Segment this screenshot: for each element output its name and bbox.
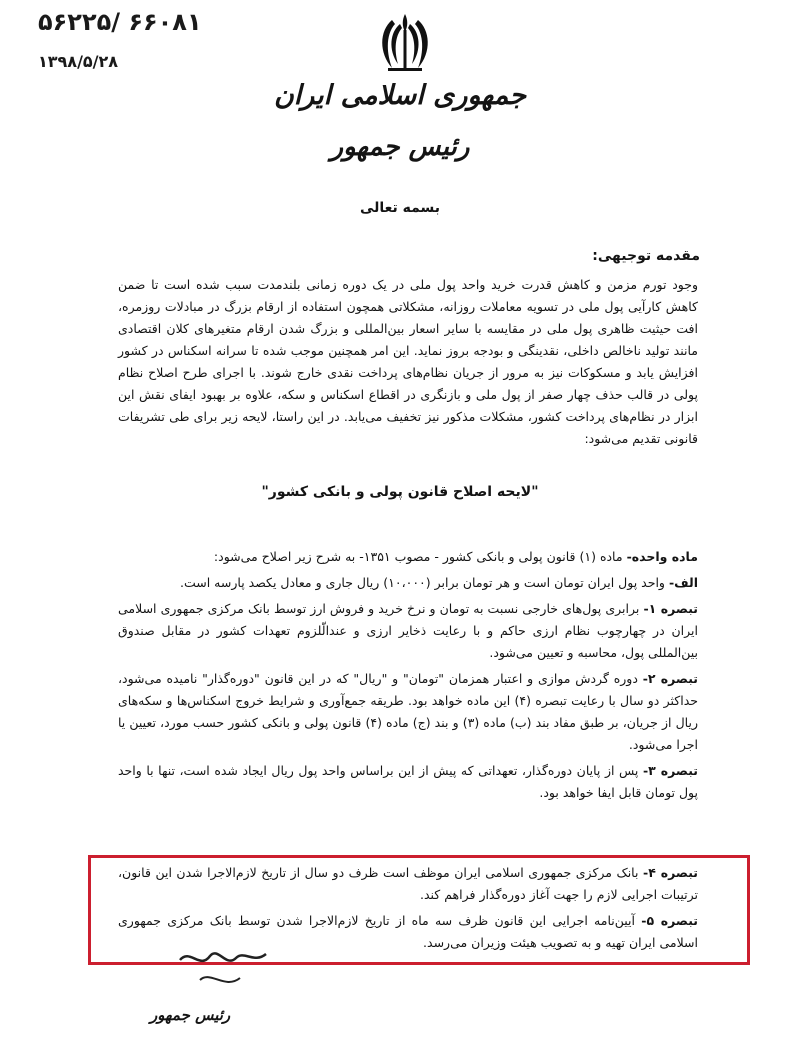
bill-sections bbox=[118, 546, 698, 808]
iran-emblem-icon bbox=[376, 10, 434, 76]
note-1 bbox=[118, 598, 698, 664]
note-4-text: بانک مرکزی جمهوری اسلامی ایران موظف است ظرف دو سال از تاریخ لازم‌الاجرا شدن این قانون، ترتیبات اجرایی لازم را جهت آغاز دوره‌گذار فراهم کند. bbox=[118, 865, 698, 902]
note-2-label: تبصره ۲- bbox=[642, 671, 698, 686]
intro-text: وجود تورم مزمن و کاهش قدرت خرید واحد پول ملی در یک دوره زمانی بلندمدت سبب شده است تا ضمن کاهش کارآیی پول ملی در تسویه معاملات روزانه، مشکلاتی همچون استفاده از ارقام بزرگ در مبادلات روزمره، افت حیثیت ظاهری پول ملی در مقایسه با سایر اسعار بین‌المللی و بزرگ شدن ارقام متغیرهای کلان اقتصادی مانند تولید ناخالص داخلی، نقدینگی و بودجه بروز نماید. این امر همچنین موجب شده تا سرانه اسکناس در کشور افزایش یابد و مسکوکات نیز به مرور از جریان نظام‌های پرداخت نقدی خارج شوند. با اجرای طرح اصلاح نظام پولی در قالب حذف چهار صفر از پول ملی و بازنگری در اقطاع اسکناس و سکه، علاوه بر بهبود ایفای نقش این ابزار در نظام‌های پرداخت کشور، مشکلات مذکور نیز تخفیف می‌یابد. در این راستا، لایحه زیر برای طی تشریفات قانونی تقدیم می‌شود: bbox=[118, 277, 698, 446]
intro-heading: مقدمه توجیهی: bbox=[592, 248, 700, 264]
note-4 bbox=[118, 862, 698, 906]
clause-a-label: الف- bbox=[668, 575, 698, 590]
single-article bbox=[118, 546, 698, 568]
signature-mark bbox=[170, 940, 280, 1000]
invocation-heading: بسمه تعالی bbox=[359, 200, 441, 216]
single-article-label: ماده واحده- bbox=[626, 549, 698, 564]
clause-a-text: واحد پول ایران تومان است و هر تومان برابر (۱۰،۰۰۰) ریال جاری و معادل یکصد پارسه است. bbox=[180, 575, 665, 590]
note-1-text: برابری پول‌های خارجی نسبت به تومان و نرخ خرید و فروش ارز توسط بانک مرکزی جمهوری اسلامی ایران در چهارچوب نظام ارزی حاکم و با رعایت ذخایر ارزی و عندالّلزوم تعهدات کشور در مقابل صندوق بین‌المللی پول، محاسبه و تعیین می‌شود. bbox=[118, 601, 698, 660]
note-5-label: تبصره ۵- bbox=[641, 913, 698, 928]
document-date: ۱۳۹۸/۵/۲۸ bbox=[38, 52, 119, 71]
note-3-label: تبصره ۳- bbox=[642, 763, 698, 778]
republic-title: جمهوری اسلامی ایران bbox=[273, 80, 527, 111]
intro-paragraph bbox=[118, 274, 698, 450]
signer-title: رئیس جمهور bbox=[150, 1006, 231, 1024]
note-3 bbox=[118, 760, 698, 804]
note-4-label: تبصره ۴- bbox=[642, 865, 698, 880]
clause-a bbox=[118, 572, 698, 594]
bill-title: "لایحه اصلاح قانون پولی و بانکی کشور" bbox=[261, 484, 539, 500]
office-title: رئیس جمهور bbox=[330, 132, 470, 162]
single-article-text: ماده (۱) قانون پولی و بانکی کشور - مصوب ۱۳۵۱- به شرح زیر اصلاح می‌شود: bbox=[213, 549, 623, 564]
note-2-text: دوره گردش موازی و اعتبار همزمان "تومان" و "ریال" که در این قانون "دوره‌گذار" نامیده می‌شود، حداکثر دو سال با رعایت تبصره (۴) این ماده خواهد بود. طریقه جمع‌آوری و شرایط خروج اسکناس‌ها و سکه‌های ریال از جریان، بر طبق مفاد بند (ب) ماده (۳) و بند (ج) ماده (۴) قانون پولی و بانکی کشور حسب مورد، تعیین یا اجرا می‌شود. bbox=[118, 671, 698, 752]
note-2 bbox=[118, 668, 698, 756]
note-1-label: تبصره ۱- bbox=[643, 601, 698, 616]
reference-number: ۵۶۲۲۵/ ۶۶۰۸۱ bbox=[38, 8, 202, 36]
note-3-text: پس از پایان دوره‌گذار، تعهداتی که پیش از این براساس واحد پول ریال ایجاد شده است، تنها با واحد پول تومان قابل ایفا خواهد بود. bbox=[118, 763, 698, 800]
note-5-text: آیین‌نامه اجرایی این قانون ظرف سه ماه از تاریخ لازم‌الاجرا شدن توسط بانک مرکزی جمهوری اسلامی ایران تهیه و به تصویب هیئت وزیران می‌رسد. bbox=[118, 913, 698, 950]
